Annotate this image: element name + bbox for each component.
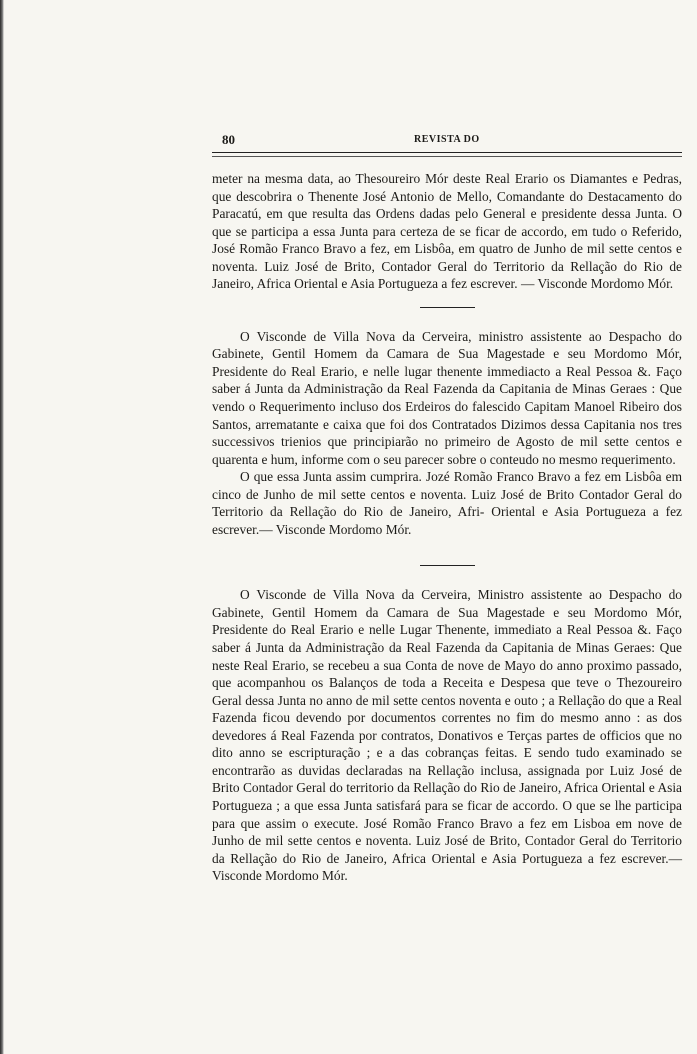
paragraph-decree-1-closing: O que essa Junta assim cumprira. Jozé Romão Franco Bravo a fez em Lisbôa em cinco de Junho de mil sette centos e noventa. Luiz José de Brito Contador Geral do Territorio da Rellação do Rio de Janeiro, Afri- Oriental e Asia Portugueza a fez escrever.— Visconde Mordomo Mór. xyxy=(212,469,682,537)
scan-binding-edge xyxy=(0,0,4,1054)
section-divider xyxy=(420,307,475,308)
paragraph-decree-2: O Visconde de Villa Nova da Cerveira, Ministro assistente ao Despacho do Gabinete, Gentil Homem da Camara de Sua Magestade e seu Mordomo Mór, Presidente do Real Erario e nelle Lugar Thenente, immediato a Real Pessoa &. Faço saber á Junta da Administração da Real Fazenda da Capitania de Minas Geraes: Que neste Real Erario, se recebeu a sua Conta de nove de Mayo do anno proximo passado, que acompanhou os Balanços de toda a Receita e Despesa que teve o Thezoureiro Geral dessa Junta no anno de mil sette centos noventa e outo ; a Rellação do que a Real Fazenda ficou devendo por documentos correntes no fim do mesmo anno : as dos devedores á Real Fazenda por contratos, Donativos e Terças partes de officios que no dito anno se escripturação ; e a das cobranças feitas. E sendo tudo examinado se encontrarão as duvidas declaradas na Rellação inclusa, assignada por Luiz José de Brito Contador Geral do territorio da Rellação do Rio de Janeiro, Africa Oriental e Asia Portugueza ; a que essa Junta satisfará para se ficar de accordo. O que se lhe participa para que assim o execute. José Romão Franco Bravo a fez em Lisboa em nove de Junho de mil sette centos e noventa. Luiz José de Brito, Contador Geral do Territorio da Rellação do Rio de Janeiro, Africa Oriental e Asia Portugueza a fez escrever.— Visconde Mordomo Mór. xyxy=(212,587,682,884)
section-divider xyxy=(420,565,475,566)
book-page xyxy=(212,132,682,885)
paragraph-continuation: meter na mesma data, ao Thesoureiro Mór deste Real Erario os Diamantes e Pedras, que descobrira o Thenente José Antonio de Mello, Comandante do Destacamento do Paracatú, em que resulta das Ordens dadas pelo General e presidente dessa Junta. O que se participa a essa Junta para certeza de se ficar de accordo, em tudo o Referido, José Romão Franco Bravo a fez, em Lisbôa, em quatro de Junho de mil sette centos e noventa. Luiz José de Brito, Contador Geral do Territorio da Rellação do Rio de Janeiro, Africa Oriental e Asia Portugueza a fez escrever. — Visconde Mordomo Mór. xyxy=(212,171,682,292)
body-text xyxy=(212,170,682,885)
header-rule xyxy=(212,152,682,157)
running-title: REVISTA DO xyxy=(414,134,480,145)
page-number: 80 xyxy=(222,132,235,147)
page-header xyxy=(212,132,682,150)
paragraph-decree-1: O Visconde de Villa Nova da Cerveira, ministro assistente ao Despacho do Gabinete, Gentil Homem da Camara de Sua Magestade e seu Mordomo Mór, Presidente do Real Erario, e nelle lugar thenente immediacto a Real Pessoa &. Faço saber á Junta da Administração da Real Fazenda da Capitania de Minas Geraes : Que vendo o Requerimento incluso dos Erdeiros do falescido Capitam Manoel Ribeiro dos Santos, arrematante e caixa que foi dos Contratados Dizimos dessa Capitania nos tres successivos trienios que principiarão no primeiro de Agosto de mil sette centos e quarenta e hum, informe com o seu parecer sobre o conteudo no mesmo requerimento. xyxy=(212,328,682,467)
